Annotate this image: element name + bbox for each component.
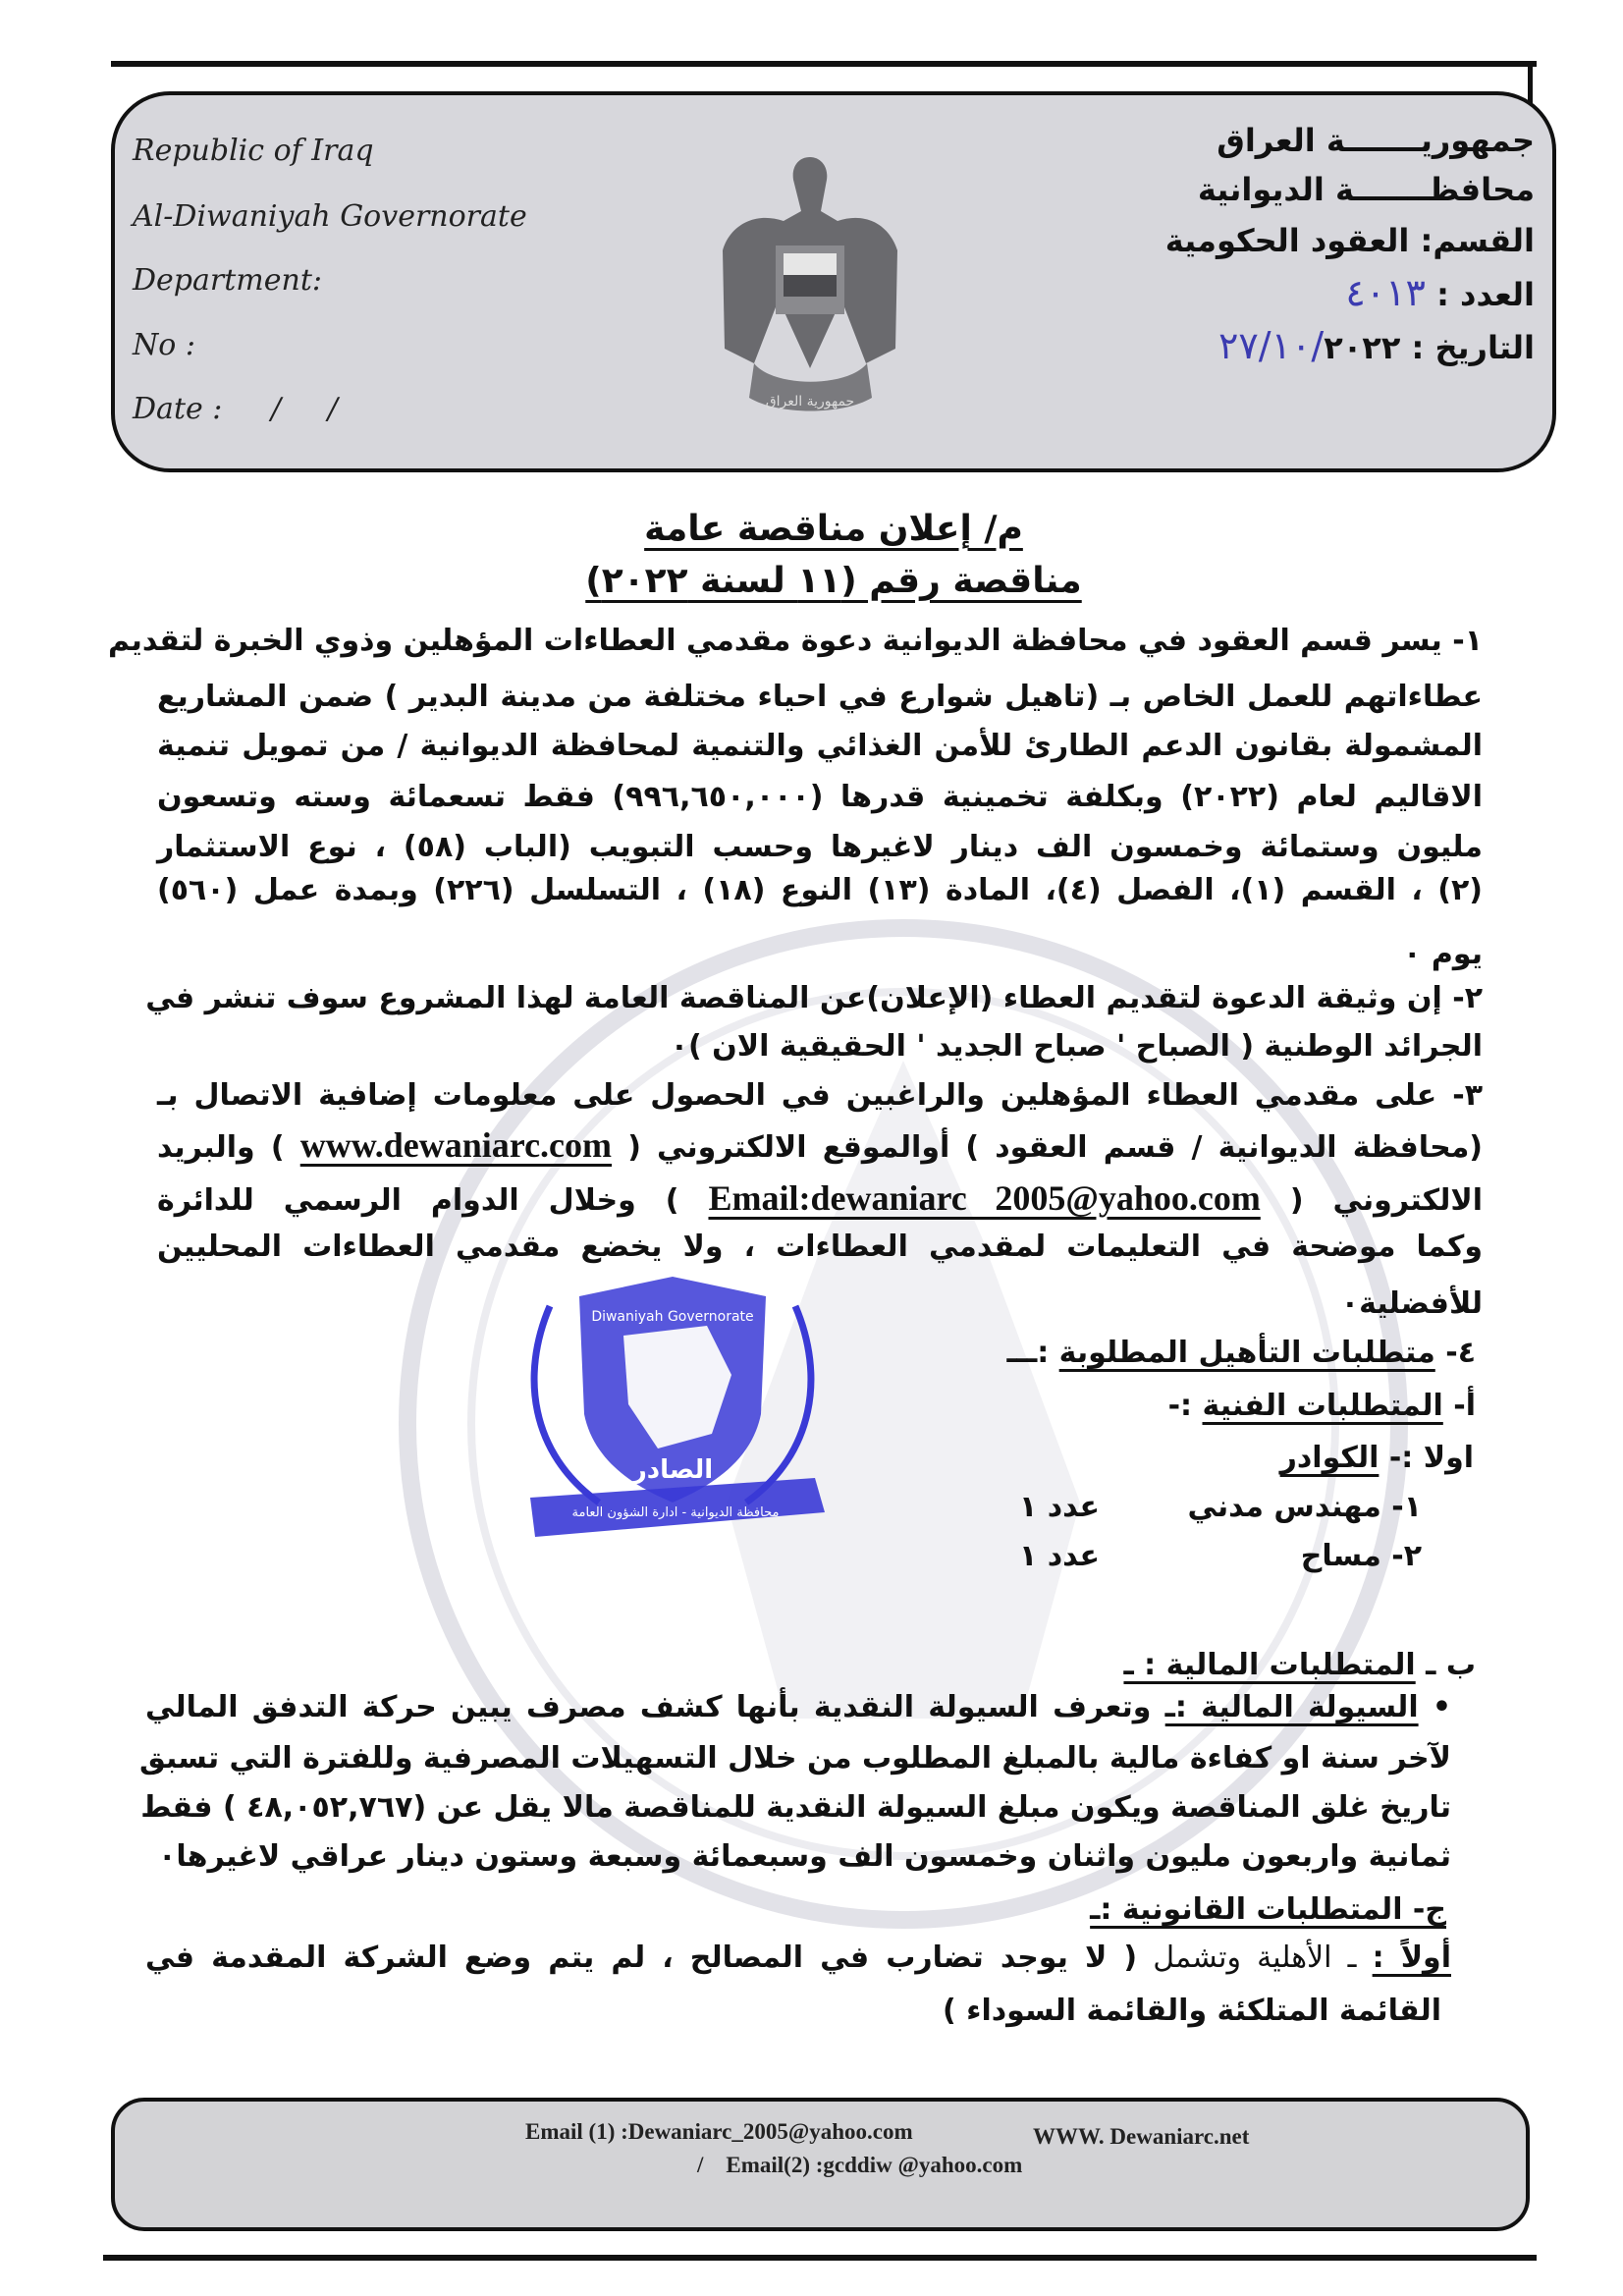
tender-number: مناقصة رقم (١١ لسنة ٢٠٢٢): [585, 561, 1082, 601]
ar-number: [1345, 271, 1535, 314]
p3-line: وكما موضحة في التعليمات لمقدمي العطاءات ، ولا يخضع مقدمي العطاءات المحليين: [157, 1230, 1483, 1264]
staff-role: ١- مهندس مدني: [1187, 1490, 1422, 1524]
footer-email-1[interactable]: Email (1) :Dewaniarc_2005@yahoo.com: [525, 2119, 913, 2144]
liquidity-line: لآخر سنة او كفاءة مالية بالمبلغ المطلوب من خلال التسهيلات المصرفية وللفترة التي تسبق: [139, 1741, 1451, 1776]
p3-text: الالكتروني (: [1289, 1183, 1484, 1218]
ar-department-label: القسم:: [1420, 222, 1535, 259]
footer-email-2[interactable]: / Email(2) :gcddiw @yahoo.com: [697, 2153, 1023, 2177]
stamp-top-text: Diwaniyah Governorate: [591, 1309, 754, 1325]
legal-requirements-heading: [1090, 1884, 1446, 1937]
ar-department: [1165, 222, 1535, 259]
technical-requirements-heading: [1168, 1380, 1476, 1433]
legal-text: ـ الأهلية وتشمل: [1137, 1941, 1373, 1975]
section-heading: المتطلبات المالية : ـ: [1123, 1648, 1416, 1682]
p1-line: عطاءاتهم للعمل الخاص بـ (تاهيل شوارع في احياء مختلفة من مدينة البدير ) ضمن المشاريع: [157, 680, 1483, 714]
en-date-slashes: / /: [270, 392, 338, 426]
staff-count: عدد ١: [1019, 1539, 1100, 1573]
section-heading: متطلبات التأهيل المطلوبة: [1058, 1336, 1435, 1370]
section-heading: المتطلبات الفنية: [1202, 1389, 1443, 1423]
frame-top-line: [111, 61, 1537, 67]
section-number: ٤-: [1434, 1336, 1476, 1370]
section-tail: :-: [1167, 1389, 1203, 1423]
section-number: أ-: [1442, 1389, 1476, 1423]
section-tail: :ـــ: [1006, 1336, 1059, 1370]
p1-line: المشمولة بقانون الدعم الطارئ للأمن الغذائي والتنمية لمحافظة الديوانية / من تمويل تنمية: [157, 729, 1483, 763]
en-republic: Republic of Iraq: [133, 134, 374, 168]
legal-line: القائمة المتلكئة والقائمة السوداء ): [942, 1994, 1441, 2028]
en-department: Department:: [133, 263, 322, 298]
p1-line: (٢) ، القسم (١)، الفصل (٤)، المادة (١٣) النوع (١٨) ، التسلسل (٢٢٦) وبمدة عمل (٥٦٠): [157, 873, 1484, 907]
p3-line: ٣- على مقدمي العطاء المؤهلين والراغبين في الحصول على معلومات إضافية الاتصال بـ: [157, 1078, 1483, 1113]
website-link[interactable]: www.dewaniarc.com: [299, 1125, 613, 1165]
ar-number-label: العدد :: [1436, 276, 1535, 313]
section-heading: الكوادر: [1279, 1441, 1380, 1475]
official-stamp: [511, 1267, 835, 1552]
p2-line: الجرائد الوطنية ( الصباح ' صباح الجديد ' الحقيقية الان )٠: [670, 1029, 1483, 1064]
section-4-heading: [1006, 1327, 1476, 1380]
frame-bottom-line: [103, 2255, 1537, 2261]
stamp-ribbon-text: محافظة الديوانية - ادارة الشؤون العامة: [571, 1505, 780, 1520]
ar-republic: جمهوريـــــــة العراق: [1217, 122, 1535, 159]
p3-line: [157, 1119, 1483, 1172]
en-date: [133, 392, 338, 426]
p3-text: ) وخلال الدوام الرسمي للدائرة: [157, 1183, 679, 1218]
emblem-label: جمهورية العراق: [765, 394, 855, 410]
bullet: •: [1418, 1690, 1452, 1724]
iraq-eagle-emblem: [715, 152, 906, 417]
p2-line: ٢- إن وثيقة الدعوة لتقديم العطاء (الإعلان)عن المناقصة العامة لهذا المشروع سوف تنشر في: [145, 981, 1483, 1015]
legal-bold-text: ( لا يوجد تضارب في المصالح ، لم يتم وضع الشركة المقدمة في: [145, 1941, 1138, 1975]
footer-website[interactable]: WWW. Dewaniarc.net: [1033, 2124, 1250, 2149]
en-no: No :: [133, 328, 195, 362]
en-date-label: Date :: [133, 392, 223, 426]
ar-number-value: ٤٠١٣: [1345, 271, 1426, 314]
legal-line: [145, 1932, 1451, 1985]
email-link[interactable]: Email:dewaniarc 2005@yahoo.com: [708, 1178, 1261, 1218]
p3-text: ) والبريد: [157, 1130, 285, 1165]
section-number: اولا :-: [1379, 1441, 1474, 1475]
p1-line: الاقاليم لعام (٢٠٢٢) وبكلفة تخمينية قدرها (٩٩٦,٦٥٠,٠٠٠) فقط تسعمائة وسته وتسعون: [157, 780, 1484, 814]
stamp-center-text: الصادر: [631, 1455, 714, 1485]
ar-date: [1218, 324, 1535, 367]
p3-line: [157, 1172, 1483, 1225]
liquidity-line: تاريخ غلق المناقصة ويكون مبلغ السيولة النقدية للمناقصة مالا يقل عن (٤٨,٠٥٢,٧٦٧ ) فقط: [140, 1790, 1451, 1825]
liquidity-text: وتعرف السيولة النقدية بأنها كشف مصرف يبين حركة التدفق المالي: [145, 1690, 1165, 1724]
ar-date-handwritten: ٢٧/١٠/: [1217, 324, 1325, 367]
liquidity-heading: السيولة المالية :ـ: [1164, 1690, 1419, 1724]
staff-heading: [1280, 1432, 1474, 1485]
legal-label: أولاً :: [1372, 1941, 1451, 1975]
section-heading: ج- المتطلبات القانونية :ـ: [1090, 1892, 1446, 1927]
ar-department-value: العقود الحكومية: [1164, 222, 1410, 259]
liquidity-line: [145, 1681, 1451, 1734]
p1-line: مليون وستمائة وخمسون الف دينار لاغيرها وحسب التبويب (الباب (٥٨) ، نوع الاستثمار: [157, 830, 1484, 864]
p1-line: يوم ٠: [1403, 937, 1483, 971]
p3-line: للأفضلية٠: [1340, 1286, 1483, 1321]
p1-line: ١- يسر قسم العقود في محافظة الديوانية دعوة مقدمي العطاءات المؤهلين وذوي الخبرة لتقديم: [108, 624, 1483, 658]
staff-role: ٢- مساح: [1300, 1539, 1422, 1573]
ar-governorate: محافظـــــــة الديوانية: [1197, 171, 1535, 208]
ar-date-label: التاريخ :: [1411, 329, 1535, 366]
ar-date-year: ٢٠٢٢: [1324, 329, 1401, 366]
staff-count: عدد ١: [1019, 1490, 1100, 1524]
p3-text: (محافظة الديوانية / قسم العقود ) أوالموقع الالكتروني (: [627, 1130, 1483, 1165]
announcement-title: م/ إعلان مناقصة عامة: [644, 509, 1023, 549]
liquidity-line: ثمانية واربعون مليون واثنان وخمسون الف وسبعمائة وسبعة وستون دينار عراقي لاغيرها٠: [158, 1839, 1451, 1874]
en-governorate: Al-Diwaniyah Governorate: [133, 199, 527, 234]
section-number: ب ـ: [1415, 1648, 1476, 1682]
